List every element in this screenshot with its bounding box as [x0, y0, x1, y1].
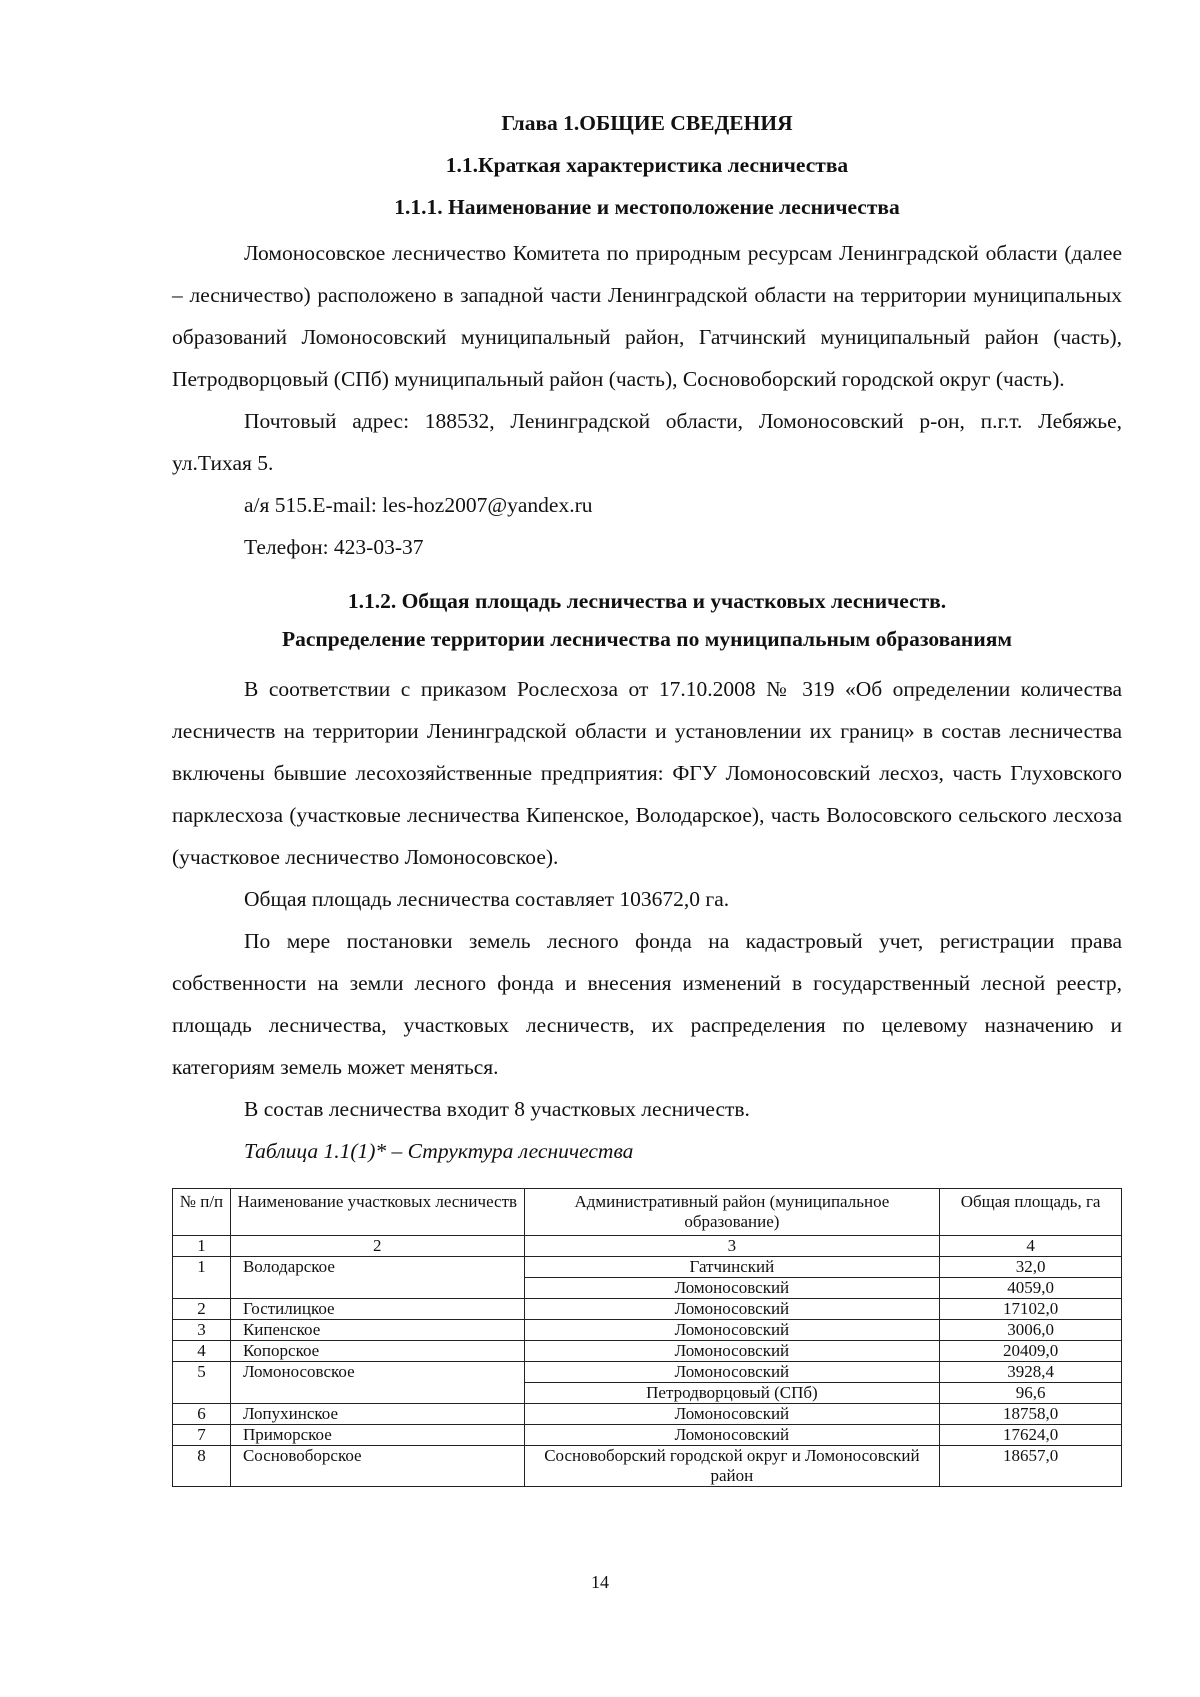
paragraph-count: В состав лесничества входит 8 участковых лесничеств.: [244, 1097, 750, 1121]
table-header-row: [173, 1189, 1122, 1236]
paragraph-phone: Телефон: 423-03-37: [244, 535, 424, 559]
forestry-name: Ломоносовское: [230, 1362, 524, 1404]
area-value: 17624,0: [940, 1425, 1122, 1446]
row-number: 8: [173, 1446, 231, 1487]
page-number: 14: [591, 1572, 609, 1592]
page-content: [172, 108, 1122, 1487]
forestry-name: Копорское: [230, 1341, 524, 1362]
area-value: 18758,0: [940, 1404, 1122, 1425]
row-number: 4: [173, 1341, 231, 1362]
table-row: [173, 1257, 1122, 1278]
header-number: № п/п: [173, 1189, 231, 1236]
forestry-structure-table: [172, 1188, 1122, 1487]
header-name: Наименование участковых лесничеств: [230, 1189, 524, 1236]
column-number-cell: 4: [940, 1236, 1122, 1257]
table-row: [173, 1299, 1122, 1320]
subsection-title-1: 1.1.1. Наименование и местоположение лесничества: [394, 195, 900, 219]
table-row: [173, 1404, 1122, 1425]
district-name: Ломоносовский: [524, 1404, 940, 1425]
forestry-name: Сосновоборское: [230, 1446, 524, 1487]
row-number: 1: [173, 1257, 231, 1299]
column-number-cell: 2: [230, 1236, 524, 1257]
area-value: 3006,0: [940, 1320, 1122, 1341]
forestry-name: Лопухинское: [230, 1404, 524, 1425]
forestry-name: Володарское: [230, 1257, 524, 1299]
district-name: Гатчинский: [524, 1257, 940, 1278]
table-row: [173, 1341, 1122, 1362]
district-name: Ломоносовский: [524, 1299, 940, 1320]
area-value: 20409,0: [940, 1341, 1122, 1362]
paragraph-order: В соответствии с приказом Рослесхоза от 17.10.2008 № 319 «Об определении количества лесничеств на территории Ленинградской области и установлении их границ» в состав лесничества включены бывшие лесохозяйственные предприятия: ФГУ Ломоносовский лесхоз, часть Глуховского парклесхоза (участковые лесничества Кипенское, Володарское), часть Волосовского сельского лесхоза (участковое лесничество Ломоносовское).: [172, 677, 1122, 869]
header-district: Административный район (муниципальное образование): [524, 1189, 940, 1236]
paragraph-location: Ломоносовское лесничество Комитета по природным ресурсам Ленинградской области (далее – лесничество) расположено в западной части Ленинградской области на территории муниципальных образований Ломоносовский муниципальный район, Гатчинский муниципальный район (часть), Петродворцовый (СПб) муниципальный район (часть), Сосновоборский городской округ (часть).: [172, 241, 1122, 391]
forestry-name: Кипенское: [230, 1320, 524, 1341]
row-number: 2: [173, 1299, 231, 1320]
district-name: Сосновоборский городской округ и Ломоносовский район: [524, 1446, 940, 1487]
district-name: Ломоносовский: [524, 1341, 940, 1362]
district-name: Ломоносовский: [524, 1278, 940, 1299]
area-value: 32,0: [940, 1257, 1122, 1278]
area-value: 17102,0: [940, 1299, 1122, 1320]
area-value: 18657,0: [940, 1446, 1122, 1487]
district-name: Ломоносовский: [524, 1425, 940, 1446]
paragraph-cadastre: По мере постановки земель лесного фонда на кадастровый учет, регистрации права собственности на земли лесного фонда и внесения изменений в государственный лесной реестр, площадь лесничества, участковых лесничеств, их распределения по целевому назначению и категориям земель может меняться.: [172, 929, 1122, 1079]
column-number-cell: 1: [173, 1236, 231, 1257]
chapter-title: Глава 1.ОБЩИЕ СВЕДЕНИЯ: [501, 111, 793, 135]
area-value: 4059,0: [940, 1278, 1122, 1299]
table-column-number-row: [173, 1236, 1122, 1257]
table-row: [173, 1446, 1122, 1487]
forestry-name: Приморское: [230, 1425, 524, 1446]
district-name: Петродворцовый (СПб): [524, 1383, 940, 1404]
paragraph-postal-address: Почтовый адрес: 188532, Ленинградской области, Ломоносовский р-он, п.г.т. Лебяжье, ул.Тихая 5.: [172, 409, 1122, 475]
paragraph-total-area: Общая площадь лесничества составляет 103672,0 га.: [244, 887, 730, 911]
district-name: Ломоносовский: [524, 1320, 940, 1341]
district-name: Ломоносовский: [524, 1362, 940, 1383]
table-row: [173, 1425, 1122, 1446]
table-row: [173, 1362, 1122, 1383]
table-caption: Таблица 1.1(1)* – Структура лесничества: [244, 1139, 634, 1163]
row-number: 5: [173, 1362, 231, 1404]
subsection-title-2-line2: Распределение территории лесничества по муниципальным образованиям: [281, 627, 1012, 651]
forestry-name: Гостилицкое: [230, 1299, 524, 1320]
area-value: 96,6: [940, 1383, 1122, 1404]
column-number-cell: 3: [524, 1236, 940, 1257]
area-value: 3928,4: [940, 1362, 1122, 1383]
row-number: 7: [173, 1425, 231, 1446]
row-number: 6: [173, 1404, 231, 1425]
paragraph-email: а/я 515.E-mail: les-hoz2007@yandex.ru: [244, 493, 593, 517]
subsection-title-2-line1: 1.1.2. Общая площадь лесничества и участковых лесничеств.: [347, 589, 947, 613]
table-row: [173, 1320, 1122, 1341]
subsection-title-2: [172, 582, 1122, 658]
row-number: 3: [173, 1320, 231, 1341]
header-area: Общая площадь, га: [940, 1189, 1122, 1236]
section-title: 1.1.Краткая характеристика лесничества: [445, 153, 849, 177]
